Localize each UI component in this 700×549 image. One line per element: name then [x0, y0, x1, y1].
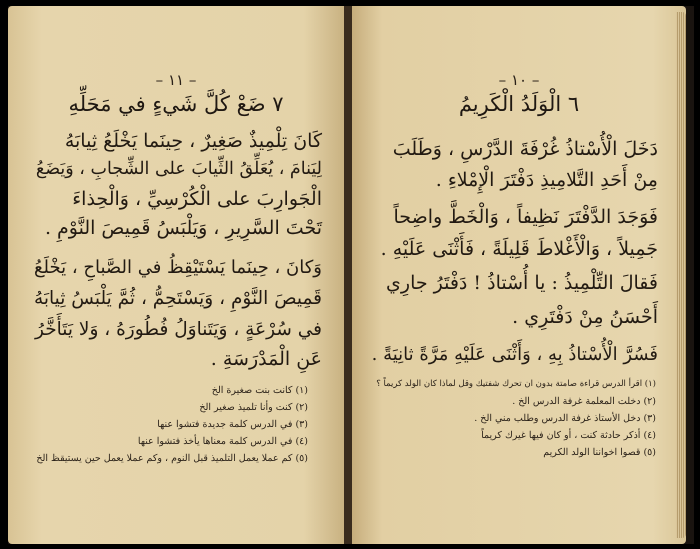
body-line: مِنْ أَحَدِ التَّلامِيذِ دَفْتَرَ الْإِمْلاءِ . — [435, 169, 658, 191]
exercise-item: (٣) دخل الأستاذ غرفة الدرس وطلب مني الخ . — [474, 413, 656, 424]
body-line: في سُرْعَةٍ ، وَيَتَناوَلُ فُطُورَهُ ، وَلا يَتَأَخَّرُ — [35, 319, 322, 340]
page-edges — [676, 12, 686, 538]
page-number: – ١٠ – — [498, 71, 540, 89]
book-gutter — [344, 6, 352, 544]
body-line: لِيَنامَ ، يُعَلِّقُ الثِّيابَ على الشِّجابِ ، وَيَضَعُ — [35, 159, 322, 179]
body-line: قَمِيصَ النَّوْمِ ، وَيَسْتَحِمُّ ، ثُمَّ يَلْبَسُ ثِيابَهُ — [33, 288, 322, 309]
body-line: فَسُرَّ الْأُسْتاذُ بِهِ ، وَأَثْنَى عَلَيْهِ مَرَّةً ثانِيَةً . — [371, 344, 658, 365]
body-line: عَنِ الْمَدْرَسَةِ . — [210, 348, 322, 370]
exercise-item: (٤) في الدرس كلمة معناها يأخذ فتشوا عنها — [137, 436, 308, 447]
body-line: جَمِيلاً ، وَالْأَغْلاطَ قَلِيلَةً ، فَأَثْنَى عَلَيْهِ . — [380, 238, 658, 260]
exercise-item: (٥) قصوا اخواننا الولد الكريم — [543, 447, 656, 458]
body-line: دَخَلَ الْأُسْتاذُ غُرْفَةَ الدَّرْسِ ، وَطَلَبَ — [392, 138, 658, 160]
body-line: وَكانَ ، حِينَما يَسْتَيْقِظُ في الصَّباحِ ، يَخْلَعُ — [33, 257, 322, 278]
body-line: الْجَوارِبَ على الْكُرْسِيِّ ، وَالْحِذاءَ — [72, 188, 322, 210]
body-line: تَحْتَ السَّرِيرِ ، وَيَلْبَسُ قَمِيصَ النَّوْمِ . — [44, 217, 322, 239]
exercise-item: (٥) كم عملا يعمل التلميذ قبل النوم ، وكم عملا يعمل حين يستيقظ الخ — [36, 453, 308, 464]
exercise-item: (١) اقرأ الدرس قراءة صامتة بدون ان تحرك شفتيك وقل لماذا كان الولد كريماً ؟ — [376, 379, 656, 389]
exercise-item: (٢) كنت وأنا تلميذ صغير الخ — [199, 402, 308, 413]
page-number: – ١١ – — [155, 71, 197, 89]
lesson-title: ٧ ضَعْ كُلَّ شَيءٍ في مَحَلِّهِ — [68, 92, 284, 116]
exercise-item: (٣) في الدرس كلمة جديدة فتشوا عنها — [157, 419, 308, 430]
left-page — [8, 6, 344, 544]
body-line: أَحْسَنُ مِنْ دَفْتَرِي . — [512, 306, 658, 328]
body-line: فَوَجَدَ الدَّفْتَرَ نَظِيفاً ، وَالْخَطَّ واضِحاً — [393, 206, 658, 228]
body-line: فَقالَ التِّلْمِيذُ : يا أُسْتاذُ ! دَفْتَرُ جارِي — [386, 272, 658, 294]
exercise-item: (١) كانت بنت صغيرة الخ — [211, 385, 308, 396]
exercise-item: (٢) دخلت المعلمة غرفة الدرس الخ . — [512, 396, 656, 407]
body-line: كَانَ تِلْمِيذٌ صَغِيرٌ ، حِينَما يَخْلَعُ ثِيابَهُ — [64, 130, 322, 152]
open-book — [8, 6, 694, 544]
right-page — [352, 6, 686, 544]
exercise-item: (٤) أذكر حادثة كنت ، أو كان فيها غيرك كريماً — [481, 430, 656, 441]
lesson-title: ٦ الْوَلَدُ الْكَرِيمُ — [458, 92, 580, 116]
